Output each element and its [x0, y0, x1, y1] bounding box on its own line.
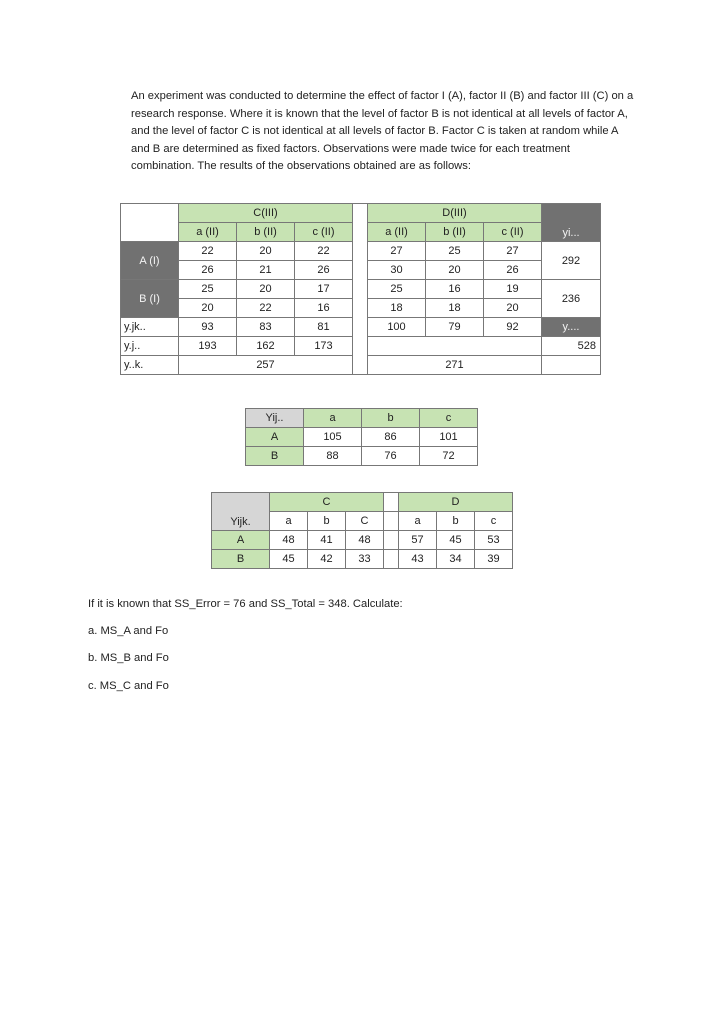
data-cell: 19	[484, 280, 542, 299]
yi-header: yi...	[542, 204, 601, 242]
yij-corner: Yij..	[246, 409, 304, 428]
group-header-d: D	[399, 493, 513, 512]
data-cell: 45	[437, 531, 475, 550]
data-cell: 33	[346, 550, 384, 569]
col-header: a	[304, 409, 362, 428]
data-cell: 18	[426, 299, 484, 318]
sub-header: C	[346, 512, 384, 531]
sub-header: b (II)	[237, 223, 295, 242]
row-label-a: A (I)	[121, 242, 179, 280]
corner-cell	[121, 223, 179, 242]
data-cell: 30	[368, 261, 426, 280]
yjk-label: y.jk..	[121, 318, 179, 337]
data-cell: 27	[484, 242, 542, 261]
data-cell: 39	[475, 550, 513, 569]
yi-value-a: 292	[542, 242, 601, 280]
data-cell: 25	[368, 280, 426, 299]
data-cell: 101	[420, 428, 478, 447]
sub-header: a (II)	[179, 223, 237, 242]
data-cell: 22	[237, 299, 295, 318]
sub-header: b	[308, 512, 346, 531]
col-header: b	[362, 409, 420, 428]
data-cell: 20	[179, 299, 237, 318]
data-cell: 18	[368, 299, 426, 318]
question-text: If it is known that SS_Error = 76 and SS_Total = 348. Calculate:	[88, 598, 403, 610]
question-item-a: a. MS_A and Fo	[88, 625, 169, 637]
row-label: B	[246, 447, 304, 466]
data-cell: 48	[346, 531, 384, 550]
spacer	[353, 223, 368, 242]
spacer	[353, 337, 368, 356]
spacer	[353, 242, 368, 261]
yk-label: y..k.	[121, 356, 179, 375]
data-cell: 72	[420, 447, 478, 466]
data-cell: 20	[426, 261, 484, 280]
data-cell: 42	[308, 550, 346, 569]
data-cell: 25	[426, 242, 484, 261]
yk-cell-d: 271	[368, 356, 542, 375]
data-cell: 17	[295, 280, 353, 299]
spacer	[384, 531, 399, 550]
yjk-cell: 79	[426, 318, 484, 337]
observations-table	[120, 203, 601, 375]
data-cell: 76	[362, 447, 420, 466]
data-cell: 27	[368, 242, 426, 261]
yj-cell: 162	[237, 337, 295, 356]
yi-value-b: 236	[542, 280, 601, 318]
spacer	[384, 550, 399, 569]
data-cell: 34	[437, 550, 475, 569]
spacer	[353, 356, 368, 375]
yj-label: y.j..	[121, 337, 179, 356]
spacer	[384, 493, 399, 512]
sub-header: c (II)	[295, 223, 353, 242]
group-header-c: C(III)	[179, 204, 353, 223]
data-cell: 26	[484, 261, 542, 280]
sub-header: a	[399, 512, 437, 531]
yjk-cell: 83	[237, 318, 295, 337]
corner-cell	[121, 204, 179, 223]
group-header-d: D(III)	[368, 204, 542, 223]
data-cell: 20	[237, 242, 295, 261]
yij-table	[245, 408, 478, 466]
grand-total-header: y....	[542, 318, 601, 337]
yjk-cell: 81	[295, 318, 353, 337]
spacer	[353, 299, 368, 318]
data-cell: 20	[484, 299, 542, 318]
group-header-c: C	[270, 493, 384, 512]
data-cell: 20	[237, 280, 295, 299]
spacer	[353, 204, 368, 223]
yj-empty	[368, 337, 542, 356]
data-cell: 105	[304, 428, 362, 447]
data-cell: 86	[362, 428, 420, 447]
col-header: c	[420, 409, 478, 428]
yjk-cell: 100	[368, 318, 426, 337]
row-label: A	[246, 428, 304, 447]
data-cell: 43	[399, 550, 437, 569]
sub-header: c	[475, 512, 513, 531]
data-cell: 16	[426, 280, 484, 299]
sub-header: b (II)	[426, 223, 484, 242]
yj-cell: 193	[179, 337, 237, 356]
data-cell: 53	[475, 531, 513, 550]
yijk-corner: Yijk.	[212, 493, 270, 531]
data-cell: 26	[179, 261, 237, 280]
problem-intro: An experiment was conducted to determine the effect of factor I (A), factor II (B) and factor III (C) on a research response. Where it is known that the level of factor B is not identical at all levels of factor A, and the level of factor C is not identical at all levels of factor B. Factor C is taken at random while A and B are determined as fixed factors. Observations were made twice for each treatment combination. The results of the observations obtained are as follows:	[131, 90, 634, 172]
data-cell: 41	[308, 531, 346, 550]
yjk-cell: 92	[484, 318, 542, 337]
grand-total-value: 528	[542, 337, 601, 356]
yjk-cell: 93	[179, 318, 237, 337]
row-label: A	[212, 531, 270, 550]
spacer	[353, 280, 368, 299]
data-cell: 22	[179, 242, 237, 261]
spacer	[384, 512, 399, 531]
data-cell: 25	[179, 280, 237, 299]
row-label: B	[212, 550, 270, 569]
sub-header: a (II)	[368, 223, 426, 242]
sub-header: b	[437, 512, 475, 531]
yj-cell: 173	[295, 337, 353, 356]
question-item-c: c. MS_C and Fo	[88, 680, 169, 692]
data-cell: 48	[270, 531, 308, 550]
spacer	[353, 318, 368, 337]
yijk-table	[211, 492, 513, 569]
data-cell: 26	[295, 261, 353, 280]
yk-empty	[542, 356, 601, 375]
data-cell: 21	[237, 261, 295, 280]
row-label-b: B (I)	[121, 280, 179, 318]
data-cell: 57	[399, 531, 437, 550]
data-cell: 88	[304, 447, 362, 466]
data-cell: 16	[295, 299, 353, 318]
data-cell: 45	[270, 550, 308, 569]
yk-cell-c: 257	[179, 356, 353, 375]
question-item-b: b. MS_B and Fo	[88, 652, 169, 664]
sub-header: c (II)	[484, 223, 542, 242]
spacer	[353, 261, 368, 280]
sub-header: a	[270, 512, 308, 531]
data-cell: 22	[295, 242, 353, 261]
